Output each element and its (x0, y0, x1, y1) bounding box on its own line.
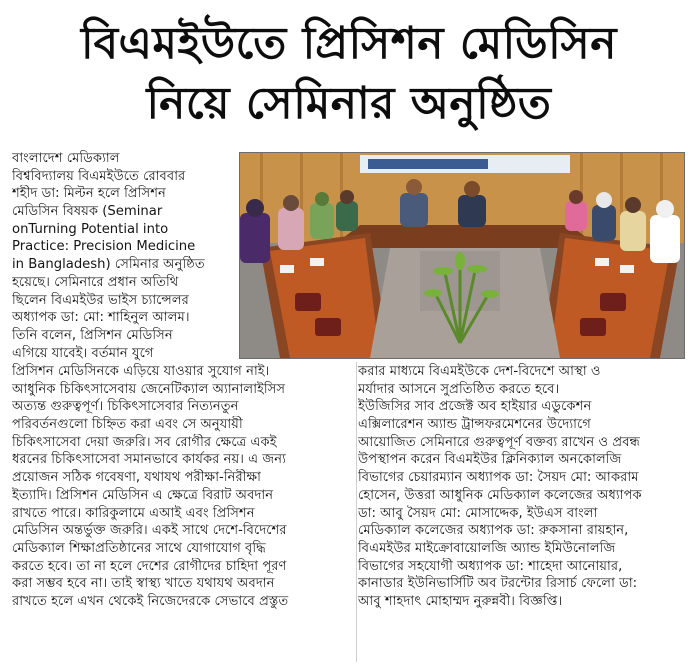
article-line: পরিবর্তনগুলো চিহ্নিত করা এবং সে অনুযায়ী (12, 417, 243, 433)
article-line: ইউজিসির সাব প্রজেক্ট অব হাইয়ার এডুকেশন (358, 399, 592, 415)
article-column-left-bottom (12, 363, 354, 611)
article-line: আধুনিক চিকিৎসাসেবায় জেনেটিক্যাল অ্যানালাইসিস (12, 381, 286, 397)
article-line: হয়েছে। সেমিনারে প্রধান অতিথি (12, 274, 179, 290)
article-line: বাংলাদেশ মেডিক্যাল (12, 151, 120, 166)
article-line: তিনি বলেন, প্রিসিশন মেডিসিন (12, 327, 173, 343)
article-line: প্রিসিশন মেডিসিনকে এড়িয়ে যাওয়ার সুযোগ নাই। (12, 364, 270, 379)
article-line: রাখতে পারে। কারিকুলামে এআই এবং প্রিসিশন (12, 505, 255, 521)
article-line: মেডিক্যাল কলেজের অধ্যাপক ডা: রুকসানা রায়হান, (358, 523, 629, 539)
article-line: রাখতে হলে এখন থেকেই নিজেদেরকে সেভাবে প্রস্তুত (12, 593, 289, 609)
article-line: এগিয়ে যাবেই। বর্তমান যুগে (12, 345, 154, 361)
article-line: উপস্থাপন করেন বিএমইউর ক্লিনিক্যাল অনকোলজি (358, 452, 622, 468)
article-line: চিকিৎসাসেবা দেয়া জরুরি। সব রোগীর ক্ষেত্রে একই (12, 434, 277, 450)
article-line: মেডিক্যাল শিক্ষাপ্রতিষ্ঠানের সাথে যোগাযোগ বৃদ্ধি (12, 540, 266, 556)
article-line: onTurning Potential into (12, 221, 169, 237)
article-line: বিশ্ববিদ্যালয় বিএমইউতে রোববার (12, 168, 186, 184)
article-line: কানাডার ইউনিভার্সিটি অব টরন্টোর রিসার্চ ফেলো ডা: (358, 576, 638, 592)
article-line: বিভাগের চেয়ারম্যান অধ্যাপক ডা: সৈয়দ মো: আকরাম (358, 470, 639, 486)
article-line: আয়োজিত সেমিনারে গুরুত্বপূর্ণ বক্তব্য রাখেন ও প্রবন্ধ (358, 434, 640, 450)
article-line: এক্সিলারেশন অ্যান্ড ট্রান্সফরমেশনের উদ্যোগে (358, 417, 591, 433)
article-line: মেডিসিন অন্তর্ভুক্ত জরুরি। একই সাথে দেশে-বিদেশের (12, 523, 287, 539)
headline-line-1: বিএমইউতে প্রিসিশন মেডিসিন (80, 18, 618, 69)
article-line: in Bangladesh) সেমিনার অনুষ্ঠিত (12, 257, 205, 273)
seminar-photo-illustration (240, 153, 684, 358)
article-column-left-top (12, 150, 234, 362)
article-line: বিএমইউর মাইক্রোবায়োলজি অ্যান্ড ইমিউনোলজি (358, 540, 616, 556)
headline-line-2: নিয়ে সেমিনার অনুষ্ঠিত (146, 78, 552, 129)
article-line: মেডিসিন বিষয়ক (Seminar (12, 204, 163, 220)
article-line: আবু শাহদাৎ মোহাম্মদ নুরুন্নবী। বিজ্ঞপ্তি। (358, 593, 563, 609)
article-line: শহীদ ডা: মিল্টন হলে প্রিসিশন (12, 186, 166, 202)
article-line: প্রয়োজন সঠিক গবেষণা, যথাযথ পরীক্ষা-নিরীক্ষা (12, 470, 261, 486)
article-line: ধরনের চিকিৎসাসেবা সমানভাবে কার্যকর নয়। এ জন্য (12, 452, 286, 468)
article-line: ইত্যাদি। প্রিসিশন মেডিসিন এ ক্ষেত্রে বিরাট অবদান (12, 487, 274, 503)
article-line: করতে হবে। তা না হলে দেশের রোগীদের চাহিদা পূরণ (12, 558, 287, 574)
article-line: ডা: আবু সৈয়দ মো: মোসাদ্দেক, ইউএস বাংলা (358, 505, 598, 521)
article-line: ছিলেন বিএমইউর ভাইস চ্যান্সেলর (12, 292, 189, 308)
seminar-photo (239, 152, 685, 359)
article-line: মর্যাদার আসনে সুপ্রতিষ্ঠিত করতে হবে। (358, 381, 560, 397)
article-line: করার মাধ্যমে বিএমইউকে দেশ-বিদেশে আস্থা ও (358, 364, 601, 379)
article-line: বিভাগের সহযোগী অধ্যাপক ডা: শাহেদা আনোয়ার, (358, 558, 623, 574)
article-line: অত্যন্ত গুরুত্বপূর্ণ। চিকিৎসাসেবার নিত্যনতুন (12, 399, 239, 415)
article-column-right (358, 363, 694, 611)
article-line: অধ্যাপক ডা: মো: শাহিনুল আলম। (12, 310, 190, 326)
article-line: হোসেন, উত্তরা আধুনিক মেডিক্যাল কলেজের অধ্যাপক (358, 487, 642, 503)
column-divider (356, 362, 357, 662)
article-line: করা সম্ভব হবে না। তাই স্বাস্থ্য খাতে যথাযথ অবদান (12, 576, 275, 592)
article-line: Practice: Precision Medicine (12, 239, 196, 255)
